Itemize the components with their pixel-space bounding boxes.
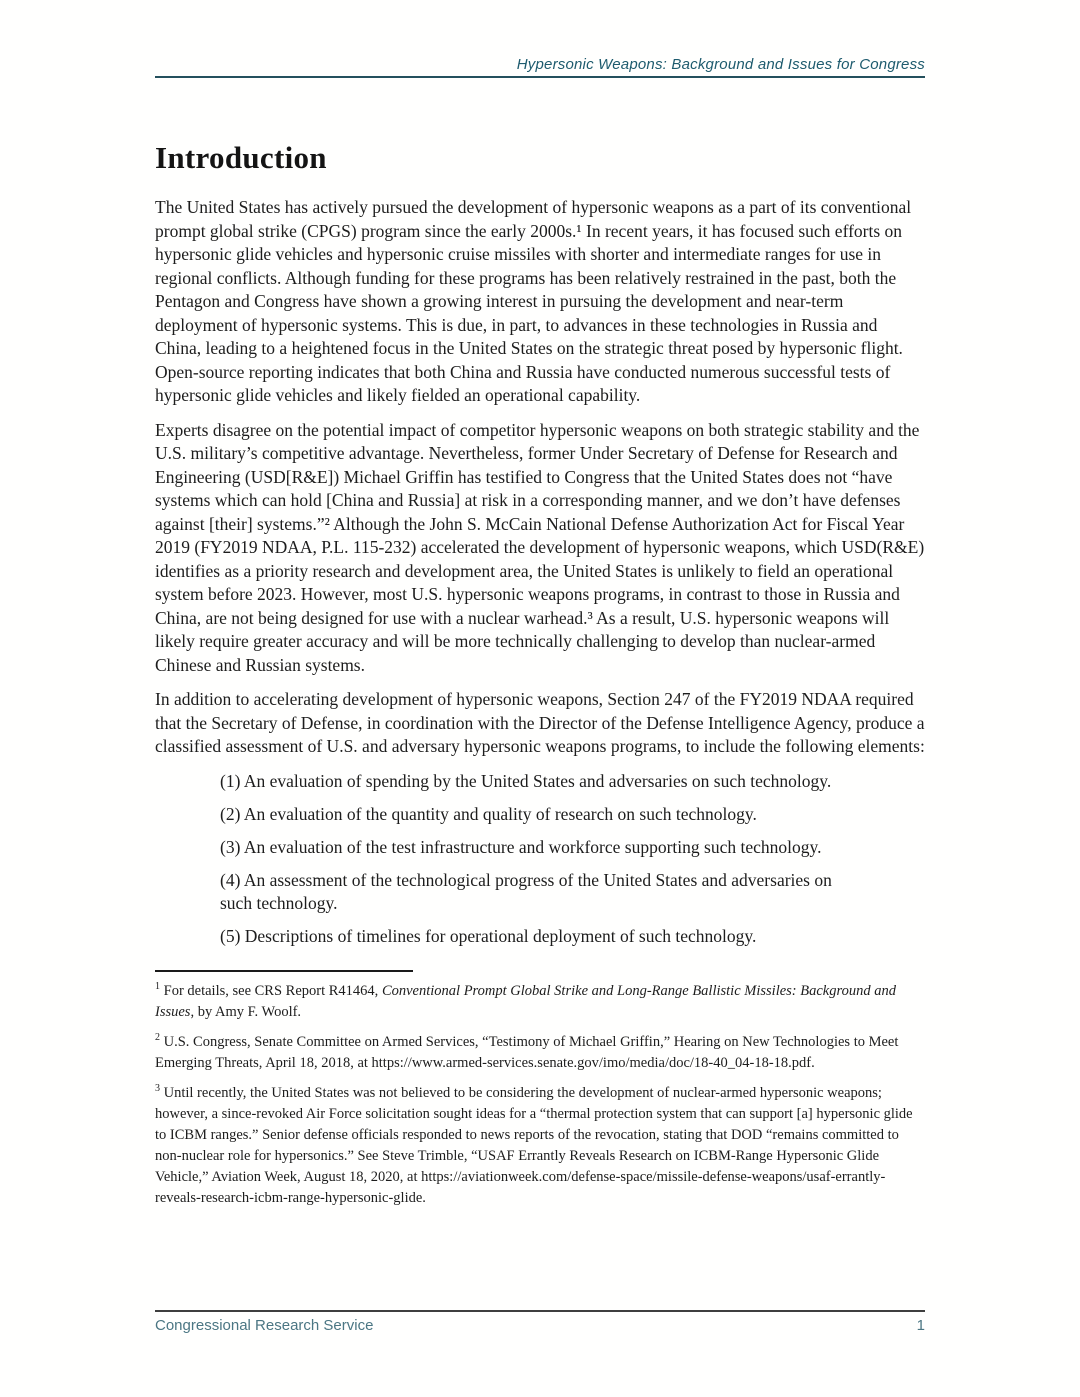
footnote-1-report-title: Conventional Prompt Global Strike and Long-Range Ballistic Missiles: Background and Issues [155, 982, 896, 1020]
page-footer [155, 1310, 925, 1334]
list-item-2: (2) An evaluation of the quantity and quality of research on such technology. [220, 803, 757, 824]
list-item-4: (4) An assessment of the technological progress of the United States and adversaries on such technology. [220, 869, 832, 913]
footnote-3-marker: 3 [155, 1082, 160, 1094]
footnote-1-text-suffix: , by Amy F. Woolf. [190, 1003, 302, 1020]
footnote-separator [155, 970, 413, 972]
footnote-1-marker: 1 [155, 980, 160, 992]
footnote-1-text-prefix: For details, see CRS Report R41464, [160, 982, 382, 999]
footnote-3-text: Until recently, the United States was not believed to be considering the development of nuclear-armed hypersonic weapons; however, a since-revoked Air Force solicitation sought ideas for a “thermal protection system that can support [a] hypersonic glide to ICBM ranges.” Senior defense officials responded to news reports of the revocation, stating that DOD “remains committed to non-nuclear role for hypersonics.” See Steve Trimble, “USAF Errantly Reveals Research on ICBM-Range Hypersonic Glide Vehicle,” Aviation Week, August 18, 2020, at https://aviationweek.com/defense-space/missile-defense-weapons/usaf-errantly-reveals-research-icbm-range-hypersonic-glide. [155, 1084, 913, 1206]
section-title: Introduction [155, 140, 327, 175]
ndaa-elements-list [220, 770, 925, 949]
running-header [155, 0, 925, 78]
footer-organization: Congressional Research Service [155, 1317, 374, 1334]
running-header-title: Hypersonic Weapons: Background and Issues for Congress [516, 56, 925, 73]
list-item-1: (1) An evaluation of spending by the United States and adversaries on such technology. [220, 770, 832, 791]
paragraph-intro-1: The United States has actively pursued the development of hypersonic weapons as a part of its conventional prompt global strike (CPGS) program since the early 2000s.¹ In recent years, it has focused such efforts on hypersonic glide vehicles and hypersonic cruise missiles with shorter and intermediate ranges for use in regional conflicts. Although funding for these programs has been relatively restrained in the past, both the Pentagon and Congress have shown a growing interest in pursuing the development and near-term deployment of hypersonic systems. This is due, in part, to advances in these technologies in Russia and China, leading to a heightened focus in the United States on the strategic threat posed by hypersonic flight. Open-source reporting indicates that both China and Russia have conducted numerous successful tests of hypersonic glide vehicles and likely fielded an operational capability. [155, 197, 912, 405]
footnote-1 [155, 981, 925, 1023]
footnote-3 [155, 1083, 925, 1209]
footnote-2 [155, 1032, 925, 1074]
list-item-5: (5) Descriptions of timelines for operational deployment of such technology. [220, 926, 757, 946]
footnotes-block [155, 981, 925, 1209]
list-item-3: (3) An evaluation of the test infrastructure and workforce supporting such technology. [220, 836, 822, 857]
footer-page-number: 1 [916, 1317, 925, 1334]
footnote-2-marker: 2 [155, 1031, 160, 1043]
footnote-2-text: U.S. Congress, Senate Committee on Armed Services, “Testimony of Michael Griffin,” Hearing on New Technologies to Meet Emerging Threats, April 18, 2018, at https://www.armed-services.senate.gov/imo/media/doc/18-40_04-18-18.pdf. [155, 1033, 899, 1071]
paragraph-intro-3: In addition to accelerating development of hypersonic weapons, Section 247 of the FY2019 NDAA required that the Secretary of Defense, in coordination with the Director of the Defense Intelligence Agency, produce a classified assessment of U.S. and adversary hypersonic weapons programs, to include the following elements: [155, 689, 925, 756]
paragraph-intro-2: Experts disagree on the potential impact of competitor hypersonic weapons on both strategic stability and the U.S. military’s competitive advantage. Nevertheless, former Under Secretary of Defense for Research and Engineering (USD[R&E]) Michael Griffin has testified to Congress that the United States does not “have systems which can hold [China and Russia] at risk in a corresponding manner, and we don’t have defenses against [their] systems.”² Although the John S. McCain National Defense Authorization Act for Fiscal Year 2019 (FY2019 NDAA, P.L. 115-232) accelerated the development of hypersonic weapons, which USD(R&E) identifies as a priority research and development area, the United States is unlikely to field an operational system before 2023. However, most U.S. hypersonic weapons programs, in contrast to those in Russia and China, are not being designed for use with a nuclear warhead.³ As a result, U.S. hypersonic weapons will likely require greater accuracy and will be more technically challenging to develop than nuclear-armed Chinese and Russian systems. [155, 419, 925, 675]
